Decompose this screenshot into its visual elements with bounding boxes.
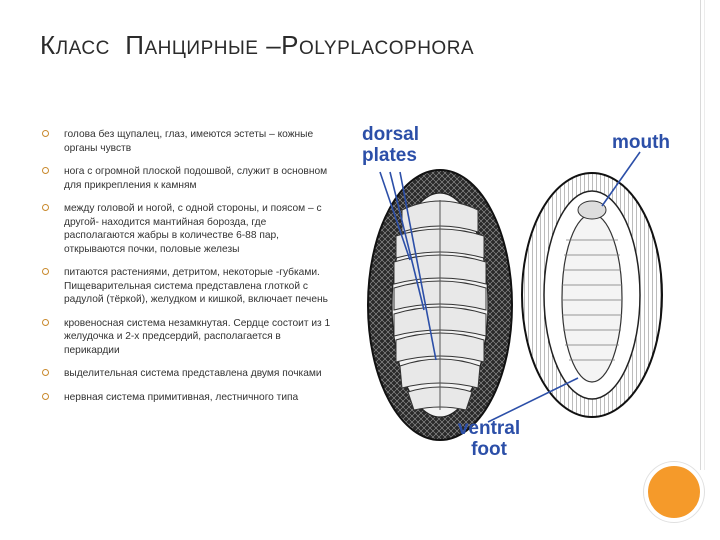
title-rest-3: OLYPLACOPHORA: [299, 38, 475, 59]
bullet-text: выделительная система представлена двумя почками: [64, 368, 322, 379]
title-dash: –: [258, 30, 282, 60]
list-item: [42, 202, 332, 256]
chiton-illustration: [340, 110, 700, 500]
label-foot: foot: [471, 439, 507, 460]
list-item: [42, 165, 332, 192]
list-item: [42, 128, 332, 155]
decorative-line-2: [704, 0, 705, 470]
title-rest-1: ЛАСС: [55, 38, 110, 59]
bullet-text: нервная система примитивная, лестничного типа: [64, 391, 299, 403]
bullet-icon: [42, 167, 49, 174]
title-cap-1: К: [40, 30, 56, 60]
list-item: [42, 391, 332, 405]
title-cap-2: П: [125, 30, 145, 60]
list-item: [42, 317, 332, 358]
bullet-text: питаются растениями, детритом, некоторые -губками. Пищеварительная система представлена глоткой с радулой (тёркой), желудком и кишкой, включает печень: [64, 267, 328, 305]
bullet-text: кровеносная система незамкнутая. Сердце состоит из 1 желудочка и 2-х предсердий, располагается в перикардии: [64, 317, 331, 356]
bullet-text: между головой и ногой, с одной стороны, и поясом – с другой- находится мантийная борозда, где располагаются жабры в количестве 6-88 пар, открываются почки, половые железы: [64, 203, 322, 255]
decorative-line: [700, 0, 701, 470]
bullet-text: голова без щупалец, глаз, имеются эстеты – кожные органы чувств: [64, 129, 314, 154]
dorsal-view: [368, 170, 512, 440]
bullet-icon: [42, 319, 49, 326]
title-rest-2: АНЦИРНЫЕ: [144, 38, 259, 59]
bullet-icon: [42, 130, 49, 137]
ventral-view: [522, 173, 662, 417]
label-dorsal-plates: [362, 124, 419, 166]
label-ventral-foot: [444, 418, 534, 460]
bullet-list: [42, 128, 332, 414]
bullet-icon: [42, 268, 49, 275]
label-mouth: mouth: [612, 132, 671, 153]
label-ventral: ventral: [457, 418, 521, 439]
title-cap-3: P: [281, 30, 299, 60]
bullet-text: нога с огромной плоской подошвой, служит в основном для прикрепления к камням: [64, 166, 328, 191]
label-plates: plates: [362, 145, 417, 166]
list-item: [42, 266, 332, 307]
bullet-icon: [42, 393, 49, 400]
list-item: [42, 367, 332, 381]
bullet-icon: [42, 369, 49, 376]
slide-title: [40, 30, 474, 61]
bullet-icon: [42, 204, 49, 211]
label-dorsal: dorsal: [362, 124, 420, 145]
